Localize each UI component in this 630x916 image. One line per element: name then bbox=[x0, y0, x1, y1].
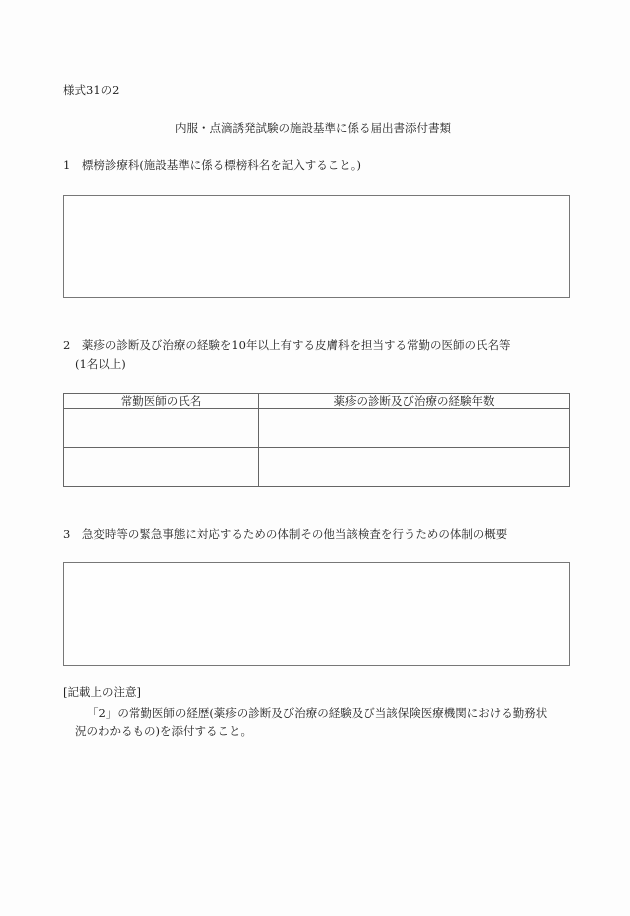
document-title: 内服・点滴誘発試験の施設基準に係る届出書添付書類 bbox=[175, 121, 451, 135]
section2-subheading: (1名以上) bbox=[75, 357, 126, 371]
table-header-row bbox=[64, 394, 570, 409]
doctor-name-cell[interactable] bbox=[64, 448, 259, 487]
doctor-table bbox=[63, 393, 570, 487]
notes-text-line1: 「2」の常勤医師の経歴(薬疹の診断及び治療の経験及び当該保険医療機関における勤務状 bbox=[87, 706, 548, 720]
table-row bbox=[64, 448, 570, 487]
experience-years-cell[interactable] bbox=[259, 448, 570, 487]
column-header-experience-years: 薬疹の診断及び治療の経験年数 bbox=[259, 394, 570, 409]
notes-heading: [記載上の注意] bbox=[63, 685, 141, 699]
section2-heading: 2 薬疹の診断及び治療の経験を10年以上有する皮膚科を担当する常勤の医師の氏名等 bbox=[63, 338, 511, 352]
form-number: 様式31の2 bbox=[63, 83, 120, 97]
section3-system-overview-field[interactable] bbox=[63, 562, 570, 666]
experience-years-cell[interactable] bbox=[259, 409, 570, 448]
section1-department-field[interactable] bbox=[63, 195, 570, 298]
doctor-name-cell[interactable] bbox=[64, 409, 259, 448]
section3-heading: 3 急変時等の緊急事態に対応するための体制その他当該検査を行うための体制の概要 bbox=[63, 527, 508, 541]
section1-heading: 1 標榜診療科(施設基準に係る標榜科名を記入すること。) bbox=[63, 158, 362, 172]
table-row bbox=[64, 409, 570, 448]
column-header-doctor-name: 常勤医師の氏名 bbox=[64, 394, 259, 409]
notes-text-line2: 況のわかるもの)を添付すること。 bbox=[75, 724, 252, 738]
